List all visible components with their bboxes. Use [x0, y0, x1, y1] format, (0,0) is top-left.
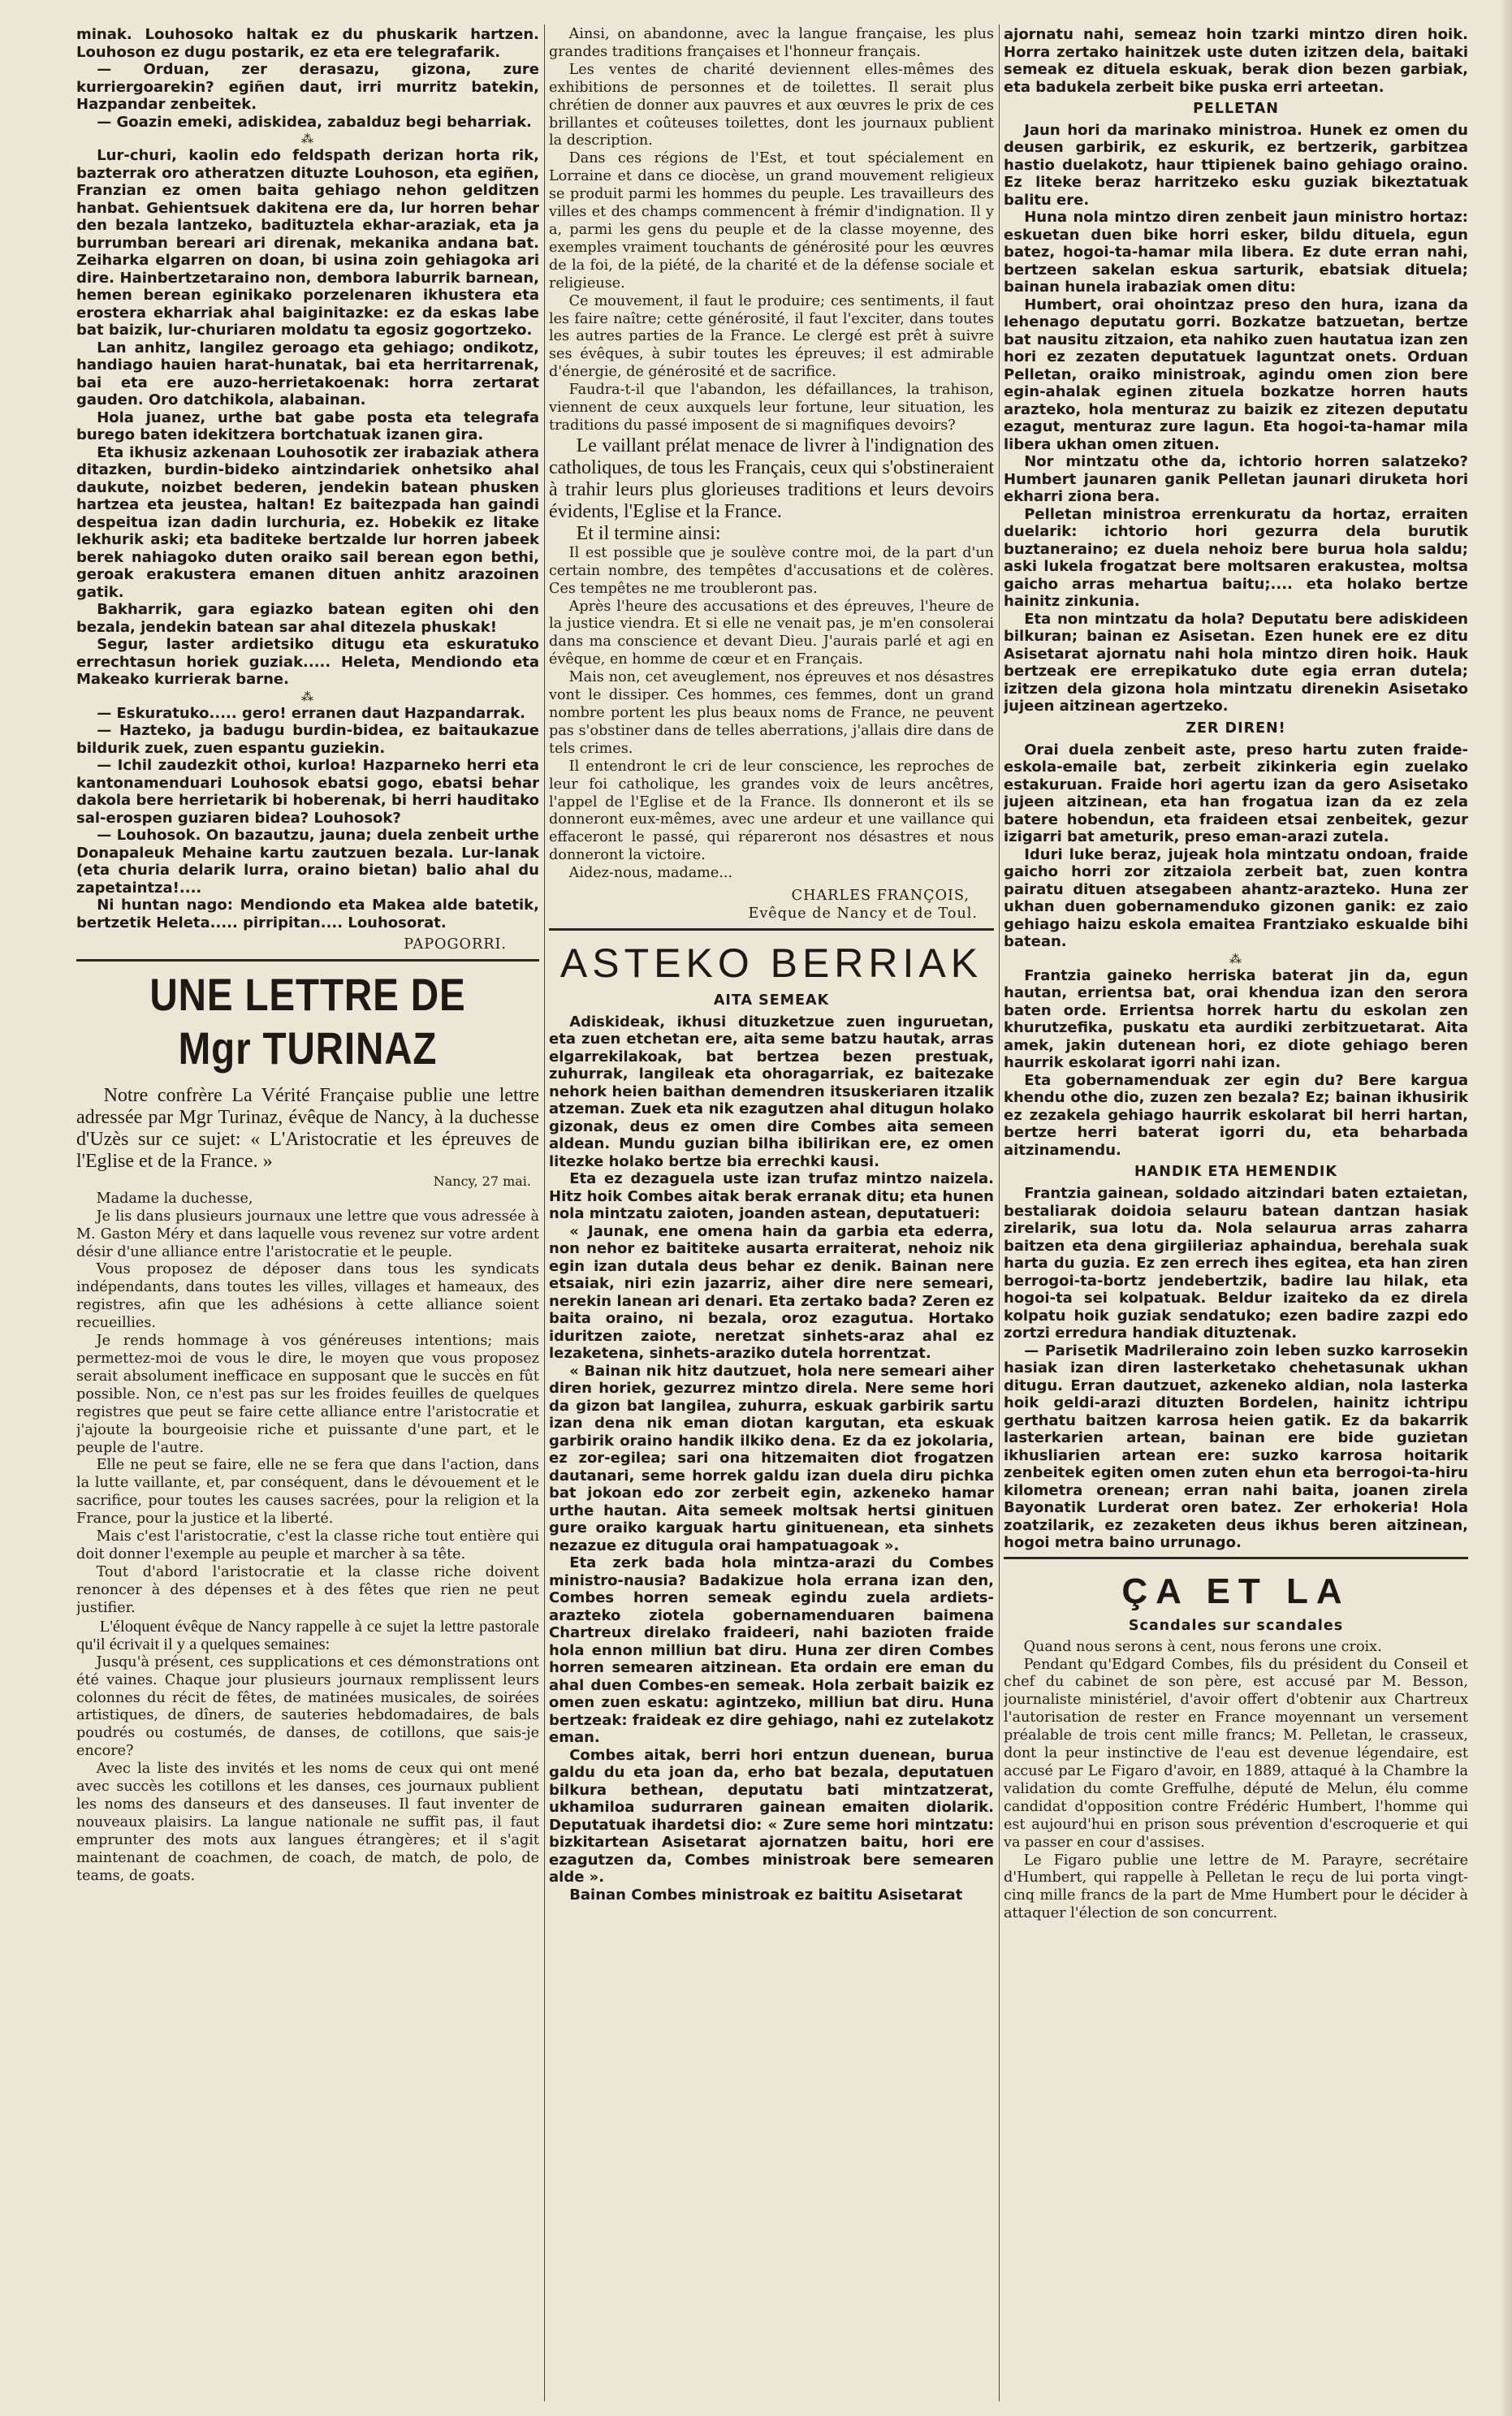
paragraph: Lur-churi, kaolin edo feldspath derizan horta rik, bazterrak oro atheratzen dituzte Louhoson, eta egiñen, Franzian ez omen baita gehiago nehon gelditzen hanbat. Gehientsuek dakitena ere da, lur horren behar den bezala lantzeko, badituztela ekhar-araziak, eta ja burrumban bereari ari direnak, mekanika andana bat. Zeiharka elgarren on doan, bi usina zoin gehiagoka ari dire. Hainbertzetaraino non, dembora laburrik barnean, hemen berean eginikako porzelenaren ikhustera eta erostera ekharriak ahal baiginitazke: ez da eskas labe bat baizik, lur-churiaren moldatu ta egosiz gogortzeko. — [76, 147, 539, 339]
paragraph: Combes aitak, berri hori entzun duenean, burua galdu du eta joan da, erho bat bezala, deputatuen bilkura bethean, deputatu bati mintzatzerat, ukhamiloa sudurraren gainean emaiten diolarik. Deputatuak ihardetsi dio: « Zure seme hori mintzatu: bizkitartean Asisetarat ajornatzen baitu, hori ere ezagutzen da, Combes ministroak bere semearen alde ». — [549, 1746, 994, 1887]
article-title: UNE LETTRE DE Mgr TURINAZ — [149, 968, 466, 1074]
column-3 — [1004, 26, 1468, 2400]
paragraph: Ni huntan nago: Mendiondo eta Makea alde batetik, bertzetik Heleta..... pirripitan.... Louhosorat. — [76, 897, 539, 931]
article-subhead: Scandales sur scandales — [1128, 1617, 1344, 1634]
paragraph: Le vaillant prélat menace de livrer à l'indignation des catholiques, de tous les Français, ceux qui s'obstineraient à trahir leurs plus glorieuses traditions et leurs devoirs évidents, l'Eglise et la France. — [549, 434, 994, 522]
scan-edge — [1501, 0, 1512, 2416]
section-rule — [76, 959, 539, 962]
paragraph: Pelletan ministroa errenkuratu da hortaz, erraiten duelarik: ichtorio hori gezurra dela burutik buztaneraino; ez duela nehoiz bere burua hola saldu; aski lukela frogatzat bere moltsaren erakustea, moltsa gaicho arras mehartua baitu;.... eta holako bertze hainitz zinkunia. — [1004, 505, 1468, 611]
paragraph: — Orduan, zer derasazu, gizona, zure kurriergoarekin? egiñen daut, irri murritz batekin, Hazpandar zenbeitek. — [76, 61, 539, 113]
paragraph: Après l'heure des accusations et des épreuves, l'heure de la justice viendra. Et si elle ne venait pas, je m'en consolerai dans ma conscience et devant Dieu. J'aurais parlé et agi en évêque, en homme de cœur et en Français. — [549, 598, 994, 668]
paragraph: Frantzia gainean, soldado aitzindari baten eztaietan, bestaliarak doidoia selauru batean dantzan hasiak zirelarik, sua lotu da. Nola selaurua arras zaharra baitzen eta dena girgiileriaz aphaindua, berehala suak harta du guzia. Ez zen errech ihes egitea, eta han ziren berrogoi-ta-bortz jendebertzik, badire lau hilak, eta hogoi-ta sei kolpatuak. Beldur izaiteko da ez direla kolpatu hoik guziak sendatuko; ezen badire zazpi edo zortzi erredura handiak dituztenak. — [1004, 1185, 1468, 1342]
paragraph: Eta zerk bada hola mintza-arazi du Combes ministro-nausia? Badakizue hola errana izan den, Combes horren semeak egindu zuela ardiets-arazteko ziotela gobernamenduaren baimena Chartreux direlako fraideeri, nahi bazioten fraide hola ennon milliun bat diru. Huna zer diren Combes horren semearen aitzinean. Eta ordain ere eman du ahal duen Combes-en semeak. Hola zerbait baizik ez omen zuen eskatu: agintzeko, milliun bat diru. Huna bertzeak: fraideak ez dire gehiago, nahi ez zutelakotz eman. — [549, 1554, 994, 1747]
column-1 — [76, 26, 539, 2400]
paragraph: Aidez-nous, madame... — [568, 865, 733, 882]
column-2 — [549, 26, 994, 2400]
asterism-ornament: ⁂ — [1229, 951, 1242, 966]
article-subhead: PELLETAN — [1193, 101, 1279, 117]
paragraph: — Louhosok. On bazautzu, jauna; duela zenbeit urthe Donapaleuk Mehaine kartu zautzuen bezala. Lur-lanak (eta churia delarik lurra, oraino bietan) balio ahal du zapetaintza!.... — [76, 827, 539, 897]
paragraph: « Jaunak, ene omena hain da garbia eta ederra, non nehor ez baititeke ausarta erraiterat, nehoiz nik egin izan dutala deus behar ez denik. Bainan nere etsaiak, niri ezin jazarriz, aiher dire nere semeari, nerekin lanean ari denari. Eta zertako bada? Zeren ez baita oraino, ni bezala, oroz ezagutua. Hortako iduritzen zaiote, neretzat sinhets-araz ahal ez lezaketena, sinhets-araziko dutela horrentzat. — [549, 1222, 994, 1363]
article-subhead: AITA SEMEAK — [713, 992, 830, 1009]
asterism-ornament: ⁂ — [301, 132, 314, 146]
asterism-ornament: ⁂ — [301, 689, 314, 704]
salutation: Madame la duchesse, — [96, 1190, 253, 1207]
paragraph: Frantzia gaineko herriska baterat jin da, egun hautan, errientsa bat, orai khendua izan den serora baten orde. Errientsa horrek hartu du eskolan zen khurutzefika, puskatu eta aurdiki zerbitzuetarat. Aita amek, jakin dutenean hori, ez diote gehiago beren haurrik eskolarat igorri nahi izan. — [1004, 966, 1468, 1072]
paragraph: Eta non mintzatu da hola? Deputatu bere adiskideen bilkuran; bainan ez Asisetan. Ezen hunek ere ez ditu Asisetarat ajornatu nahi hola mintzo diren hoik. Hauk bertzeak ere errepikatuko dute egia erran dutela; izitzen dela gizona hola mintzatu direnekin Asisetako jujeen aitzinean agertzeko. — [1004, 610, 1468, 715]
paragraph: « Bainan nik hitz dautzuet, hola nere semeari aiher diren horiek, gezurrez mintzo direla. Nere seme hori da gizon bat langilea, zuhurra, eskuak garbirik sartu izan dena nik eman diotan kargutan, eta eskuak garbirik oraino handik ilkiko dena. Ez da ez jokolaria, ez zor-egilea; sari ona hitzemaiten diot frogatzen dautanari, seme horrek galdu izan duela diru pichka bat jokoan edo zor zerbeit egin, azkeneko hamar urthe hautan. Aita semeek moltsak hertsi ginituen gure oraiko karguak hartu ginituenean, eta sinhets nezazue ez ditugula orai hampatuagoak ». — [549, 1362, 994, 1554]
paragraph: — Goazin emeki, adiskidea, zabalduz begi beharriak. — [97, 113, 532, 131]
paragraph: Les ventes de charité deviennent elles-mêmes des exhibitions de personnes et de toilettes. Il serait plus chrétien de donner aux pauvres et aux œuvres le prix de ces brillantes et coûteuses toilettes, dont les journaux publient la description. — [549, 61, 994, 149]
paragraph: Le Figaro publie une lettre de M. Parayre, secrétaire d'Humbert, qui rappelle à Pelletan le reçu de lui porta vingt-cinq mille francs de la part de Mme Humbert pour le décider à attaquer l'élection de son concurrent. — [1004, 1852, 1468, 1922]
paragraph: Huna nola mintzo diren zenbeit jaun ministro hortaz: eskuetan duen bike horri esker, bildu dituela, egun batez, hogoi-ta-hamar mila libera. Ez dute erran nahi, bertzeen sakelan eskua sarturik, ebatsiak dituela; bainan hunela irabaziak omen ditu: — [1004, 209, 1468, 296]
signature-name: CHARLES FRANÇOIS, — [791, 888, 970, 905]
paragraph: Elle ne peut se faire, elle ne se fera que dans l'action, dans la lutte vaillante, et, par conséquent, dans le dévouement et le sacrifice, pour toutes les causes sacrées, pour la religion et la France, pour la justice et la liberté. — [76, 1457, 539, 1528]
section-title: ÇA ET LA — [1121, 1571, 1350, 1611]
paragraph: Jaun hori da marinako ministroa. Hunek ez omen du deusen garbirik, ez eskurik, ez bertzerik, garbitzea hastio duelakotz, haur ttipienek baino gehiago oraino. Ez liteke beraz harritzeko esku guziak bikeztatuak balitu ere. — [1004, 121, 1468, 209]
column-rule-2 — [999, 24, 1000, 2401]
paragraph: Vous proposez de déposer dans tous les syndicats indépendants, dans toutes les villes, villages et hameaux, des registres, afin que les adhésions à cette alliance soient recueillies. — [76, 1261, 539, 1332]
paragraph: Hola juanez, urthe bat gabe posta eta telegrafa burego baten idekitzera bortchatuak izanen gira. — [76, 408, 539, 443]
section-title: ASTEKO BERRIAK — [559, 940, 983, 986]
section-rule — [1004, 1557, 1468, 1559]
paragraph: Eta gobernamenduak zer egin du? Bere kargua khendu othe dio, zuzen zen bezala? Ez; bainan ikhusirik ez zezakela gehiago haurrik eskolarat bil herri hartan, bertze herri baterat igorri du, eta beharbada aitzinamendu. — [1004, 1071, 1468, 1159]
column-rule-1 — [544, 24, 545, 2401]
paragraph: Avec la liste des invités et les noms de ceux qui ont mené avec succès les cotillons et les danses, ces journaux publient les noms des danseurs et des danseuses. Il faut inventer de nouveaux plaisirs. La langue nationale ne suffit pas, il faut emprunter des mots aux langues étrangères; et il s'agit maintenant de coachmen, de coach, de match, de polo, de teams, de goats. — [76, 1761, 539, 1884]
paragraph: Quand nous serons à cent, nous ferons une croix. — [1023, 1638, 1382, 1655]
paragraph: Adiskideak, ikhusi dituzketzue zuen inguruetan, eta zuen etchetan ere, aita seme batzu hautak, arras elgarrekilakoak, bat bertzea bezen prestuak, zuhurrak, langileak eta ohoragarriak, ez baitezake nehork heien baithan demendren itsuskeriaren itzalik atzeman. Zuek eta nik ezagutzen ahal ditugun holako gizonak, deus ez omen dire Combes aita semeen aldean. Mundu guzian bilha ibilirikan ere, ez omen litezke holako bertze bia errechki kausi. — [549, 1013, 994, 1170]
paragraph: Ce mouvement, il faut le produire; ces sentiments, il faut les faire naître; cette générosité, il faut l'exciter, dans toutes les autres parties de la France. Le clergé est prêt à suivre ses évêques, à subir toutes les épreuves; il est admirable d'énergie, de générosité et de sacrifice. — [549, 292, 994, 381]
paragraph: Humbert, orai ohointzaz preso den hura, izana da lehenago deputatu gorri. Bozkatze batzuetan, bertze bat nausitu zitzaion, eta nahiko zuen hautatua izan zen hori ez zezaten deputatuek laguntzat onets. Orduan Pelletan, oraiko ministroak, agindu omen zion bere egin-ahalak eginen zituela bozkatze horren hauts arazteko, hola menturaz zu baizik ez zitezen deputatu ezagut, menturaz zure lagun. Eta hogoi-ta-hamar mila libera ukhan omen zituen. — [1004, 296, 1468, 453]
signature: PAPOGORRI. — [404, 936, 507, 953]
paragraph: Tout d'abord l'aristocratie et la classe riche doivent renoncer à des dépenses et à des fêtes que rien ne peut justifier. — [76, 1563, 539, 1616]
paragraph: Jusqu'à présent, ces supplications et ces démonstrations ont été vaines. Chaque jour plusieurs journaux remplissent leurs colonnes du récit de fêtes, de matinées musicales, de soirées artistiques, de dîners, de sauteries hebdomadaires, de bals poudrés ou costumés, de danses, de cotillons, que sais-je encore? — [76, 1653, 539, 1760]
paragraph: Mais non, cet aveuglement, nos épreuves et nos désastres vont le dissiper. Ces hommes, ces femmes, dont un grand nombre portent les plus beaux noms de France, ne peuvent pas s'obstiner dans de telles aberrations, j'allais dire dans de tels crimes. — [549, 669, 994, 757]
paragraph: ajornatu nahi, semeaz hoin tzarki mintzo diren hoik. Horra zertako hainitzek uste duten izitzen dela, baitaki semeak ez dituela eskuak, berak dion bezen garbiak, eta badukela zerbeit bike puska erri arteetan. — [1004, 26, 1468, 96]
paragraph: Eta ikhusiz azkenaan Louhosotik zer irabaziak athera ditazken, burdin-bideko aintzindariek onhetsiko ahal daukute, noizbet bederen, jendekin batean phusken hartzea eta jeustea, haltan! Ez baitezpada han gaindi despeitua izan dadin lurchuria, ez. Hobekik ez litake lekhurik aski; eta baditeke bertzalde lur horren jabeek berek nahiagoko duten oraiko sail berean egon bethi, geroak erakustera emanen dituen anhitz arazoinen gatik. — [76, 443, 539, 601]
paragraph: minak. Louhosoko haltak ez du phuskarik hartzen. Louhoson ez dugu postarik, ez eta ere telegrafarik. — [76, 26, 539, 61]
paragraph: Il entendront le cri de leur conscience, les reproches de leur foi catholique, les grandes voix de leurs ancêtres, l'appel de l'Eglise et de la France. Ils donneront et ils se donneront eux-mêmes, avec une ardeur et une vaillance qui effaceront le passé, qui répareront nos désastres et nous donneront la victoire. — [549, 758, 994, 864]
paragraph: Lan anhitz, langilez geroago eta gehiago; ondikotz, handiago hauien harat-hunatak, bai eta herritarrenak, bai eta ere auzo-herrietakoenak: horra zertarat gauden. Oro datchikola, alabainan. — [76, 339, 539, 408]
article-subhead: ZER DIREN! — [1186, 720, 1286, 737]
paragraph: Il est possible que je soulève contre moi, de la part d'un certain nombre, des tempêtes d'accusations et de colères. Ces tempêtes ne me troubleront pas. — [549, 544, 994, 597]
paragraph: — Hazteko, ja badugu burdin-bidea, ez baitaukazue bildurik zuek, zuen espantu guziekin. — [76, 722, 539, 757]
paragraph: Eta ez dezaguela uste izan trufaz mintzo naizela. Hitz hoik Combes aitak berak erranak ditu; eta hunen nola mintzatu zaioten, joanden astean, deputatueri: — [549, 1170, 994, 1223]
paragraph: Iduri luke beraz, jujeak hola mintzatu ondoan, fraide gaicho horri zor zitzaiola zerbeit bat, zuen kontra pairatu dituen atsegabeen ahantz-arazteko. Huna zer ukhan duen gobernamenduko gizonen ganik: ez zaio gehiago haizu eskola emaitea Frantziako eskualde bihi batean. — [1004, 845, 1468, 951]
paragraph: — Ichil zaudezkit othoi, kurloa! Hazparneko herri eta kantonamenduari Louhosok ebatsi gogo, ebatsi behar dakola bere herrietarik bi hoberenak, bi herri hauditako sal-erospen guziaren bidea? Louhosok? — [76, 757, 539, 827]
paragraph: Nor mintzatu othe da, ichtorio horren salatzeko? Humbert jaunaren ganik Pelletan jaunari diruketa hori ekharri ziona bera. — [1004, 453, 1468, 506]
paragraph: Je lis dans plusieurs journaux une lettre que vous adressée à M. Gaston Méry et dans laquelle vous revenez sur votre ardent désir d'une alliance entre l'aristocratie et le peuple. — [76, 1208, 539, 1260]
paragraph: Et il termine ainsi: — [576, 522, 721, 544]
paragraph: — Parisetik Madrileraino zoin leben suzko karrosekin hasiak izan diren lasterketako chehetasunak ukhan ditugu. Erran dautzuet, azkeneko aldian, nola lasterka hoik geldi-arazi dituzten Bordelen, hainitz ichtripu gerthatu baitzen karrosa heien gatik. Ez da bakarrik lasterkarien artean, bainan ere bide guzietan ikhusliarien artean ere: suzko karrosa hoitarik zenbeitek egiten omen zuten ehun eta berrogoi-ta-hiru kilometra orenean; erran nahi baita, joanen zirela Bayonatik Lurderat oren batez. Zer erhokeria! Hola zoatzilarik, ez zezaketen deus ikhus beren aitzinean, hogoi metra baino urrunago. — [1004, 1342, 1468, 1552]
paragraph: Orai duela zenbeit aste, preso hartu zuten fraide-eskola-emaile bat, zerbeit zikinkeria egin zuelako estakuruan. Fraide hori agertu izan da gero Asisetako jujeen aitzinean, eta han frogatua izan da ez zela batere hobendun, eta fraideen etsai zenbeitek, gezur izigarri bat ameturik, preso eman-arazi zutela. — [1004, 741, 1468, 846]
paragraph: Dans ces régions de l'Est, et tout spécialement en Lorraine et dans ce diocèse, un grand mouvement religieux se produit parmi les hommes du peuple. Les travailleurs des villes et des champs commencent à frémir d'indignation. Il y a, parmi les gens du peuple et de la classe moyenne, des exemples vraiment touchants de générosité pour les œuvres de la foi, de la piété, de la charité et de la défense sociale et religieuse. — [549, 150, 994, 292]
signature-title: Evêque de Nancy et de Toul. — [748, 905, 978, 922]
paragraph: Bakharrik, gara egiazko batean egiten ohi den bezala, jendekin batean sar ahal ditezela phuskak! — [76, 601, 539, 636]
article-subhead: HANDIK ETA HEMENDIK — [1134, 1164, 1337, 1181]
paragraph: Bainan Combes ministroak ez baititu Asisetarat — [569, 1886, 963, 1904]
paragraph: Segur, laster ardietsiko ditugu eta eskuratuko errechtasun horiek guziak..... Heleta, Mendiondo eta Makeako kurrierak barne. — [76, 636, 539, 688]
paragraph: Pendant qu'Edgard Combes, fils du président du Conseil et chef du cabinet de son père, est accusé par M. Besson, journaliste ministériel, d'avoir offert d'obtenir aux Chartreux l'autorisation de rester en France moyennant un versement préalable de trois cent mille francs; M. Pelletan, le crasseux, dont la peur instinctive de l'eau est devenue légendaire, est accusé par Le Figaro d'avoir, en 1889, attaqué à la Chambre la validation du comte Greffulhe, député de Melun, élu comme candidat d'opposition contre Frédéric Humbert, l'homme qui est aujourd'hui en prison sous prévention d'escroquerie et qui va passer en cour d'assises. — [1004, 1656, 1468, 1851]
dateline: Nancy, 27 mai. — [433, 1173, 531, 1189]
paragraph: Faudra-t-il que l'abandon, les défaillances, la trahison, viennent de ceux auxquels leur fortune, leur situation, les traditions du passé imposent de si magnifiques devoirs? — [549, 382, 994, 434]
paragraph: Ainsi, on abandonne, avec la langue française, les plus grandes traditions françaises et l'honneur français. — [549, 26, 994, 60]
section-rule — [549, 928, 994, 931]
lead-paragraph: Notre confrère La Vérité Française publie une lettre adressée par Mgr Turinaz, évêque de Nancy, à la duchesse d'Uzès sur ce sujet: « L'Aristocratie et les épreuves de l'Eglise et de la France. » — [76, 1084, 539, 1172]
paragraph: — Eskuratuko..... gero! erranen daut Hazpandarrak. — [97, 704, 526, 722]
paragraph: L'éloquent évêque de Nancy rappelle à ce sujet la lettre pastorale qu'il écrivait il y a quelques semaines: — [76, 1617, 539, 1654]
paragraph: Mais c'est l'aristocratie, c'est la classe riche tout entière qui doit donner l'exemple au peuple et marcher à sa tête. — [76, 1528, 539, 1562]
paragraph: Je rends hommage à vos généreuses intentions; mais permettez-moi de vous le dire, le moyen que vous proposez serait absolument inefficace en supposant que le succès en fût possible. Non, ce n'est pas sur les froides feuilles de quelques registres que peut se faire cette alliance entre l'aristocratie et j'ajoute la bourgeoisie riche et puissante d'une part, et le peuple de l'autre. — [76, 1333, 539, 1456]
